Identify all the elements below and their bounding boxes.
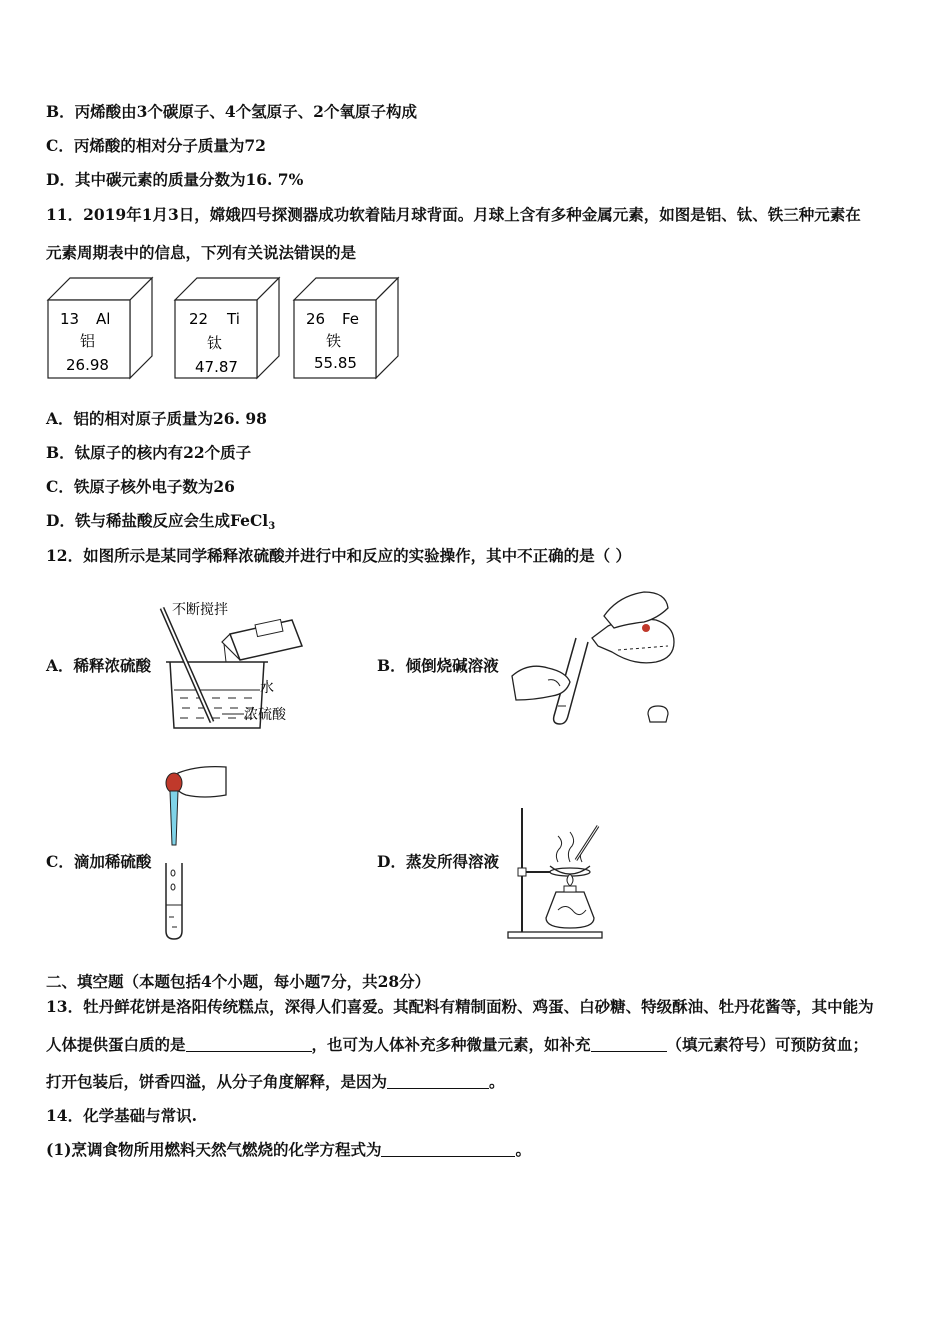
q12-option-c: C．滴加稀硫酸	[46, 852, 152, 871]
q13-line1: 13．牡丹鲜花饼是洛阳传统糕点，深得人们喜爱。其配料有精制面粉、鸡蛋、白砂糖、特级酥油、牡丹花酱等，其中能为	[46, 997, 874, 1016]
q14-part1	[46, 1140, 531, 1160]
element-card-ti	[173, 276, 285, 382]
q13-line3	[46, 1072, 505, 1092]
figure-dilute-acid	[152, 598, 312, 732]
q12-option-d: D．蒸发所得溶液	[377, 852, 499, 871]
element-fe-mass: 55.85	[314, 354, 357, 372]
q11-stem-line1: 11．2019年1月3日，嫦娥四号探测器成功软着陆月球背面。月球上含有多种金属元素，如图是铝、钛、铁三种元素在	[46, 205, 861, 224]
q12-option-a: A．稀释浓硫酸	[46, 656, 152, 675]
element-al-symbol: Al	[96, 310, 111, 328]
q10-option-c: C．丙烯酸的相对分子质量为72	[46, 136, 266, 155]
q13-blank-protein[interactable]	[186, 1037, 312, 1052]
figure-a-stir-label: 不断搅拌	[172, 602, 228, 618]
q14-part1-end: 。	[515, 1140, 531, 1159]
q13-line2-part3: （填元素符号）可预防贫血；	[666, 1035, 869, 1054]
q10-option-d: D．其中碳元素的质量分数为16. 7%	[46, 170, 304, 189]
q13-line2-part1: 人体提供蛋白质的是	[46, 1035, 186, 1054]
element-ti-symbol: Ti	[227, 310, 240, 328]
element-fe-name: 铁	[326, 332, 342, 350]
q13-line3-part2: 。	[489, 1072, 505, 1091]
q11-stem-line2: 元素周期表中的信息，下列有关说法错误的是	[46, 243, 357, 262]
q11-option-c: C．铁原子核外电子数为26	[46, 477, 235, 496]
element-ti-name: 钛	[207, 334, 223, 352]
q11-option-d-subscript: 3	[268, 521, 276, 532]
figure-a-acid-label: 浓硫酸	[244, 707, 286, 723]
q13-blank-element[interactable]	[591, 1037, 667, 1052]
q10-option-b: B．丙烯酸由3个碳原子、4个氢原子、2个氧原子构成	[46, 102, 417, 121]
figure-evaporate	[506, 806, 604, 942]
q14-part1-text: (1)烹调食物所用燃料天然气燃烧的化学方程式为	[46, 1140, 382, 1159]
element-fe-number: 26	[306, 310, 326, 328]
q11-option-b: B．钛原子的核内有22个质子	[46, 443, 252, 462]
element-ti-mass: 47.87	[195, 358, 238, 376]
figure-drop-acid	[160, 765, 232, 943]
element-al-number: 13	[60, 310, 80, 328]
element-al-mass: 26.98	[66, 356, 109, 374]
q13-line2-part2: ，也可为人体补充多种微量元素，如补充	[311, 1035, 591, 1054]
q12-stem: 12．如图所示是某同学稀释浓硫酸并进行中和反应的实验操作，其中不正确的是（ ）	[46, 546, 631, 565]
q12-option-b: B．倾倒烧碱溶液	[377, 656, 499, 675]
q14-blank-equation[interactable]	[381, 1142, 515, 1157]
q14-stem: 14．化学基础与常识.	[46, 1106, 197, 1125]
element-card-fe	[292, 276, 404, 382]
q11-option-d-text: D．铁与稀盐酸反应会生成FeCl	[46, 511, 269, 530]
q13-blank-reason[interactable]	[387, 1074, 489, 1089]
q13-line3-part1: 打开包装后，饼香四溢，从分子角度解释，是因为	[46, 1072, 388, 1091]
element-ti-number: 22	[189, 310, 209, 328]
element-al-name: 铝	[80, 332, 96, 350]
section-2-title: 二、填空题（本题包括4个小题，每小题7分，共28分）	[46, 972, 431, 991]
element-card-al	[46, 276, 158, 382]
q11-option-d	[46, 511, 275, 537]
q11-option-a: A．铝的相对原子质量为26. 98	[46, 409, 267, 428]
figure-a-water-label: 水	[260, 680, 274, 696]
figure-pour-solution	[508, 582, 680, 728]
element-fe-symbol: Fe	[342, 310, 360, 328]
q13-line2	[46, 1035, 868, 1055]
